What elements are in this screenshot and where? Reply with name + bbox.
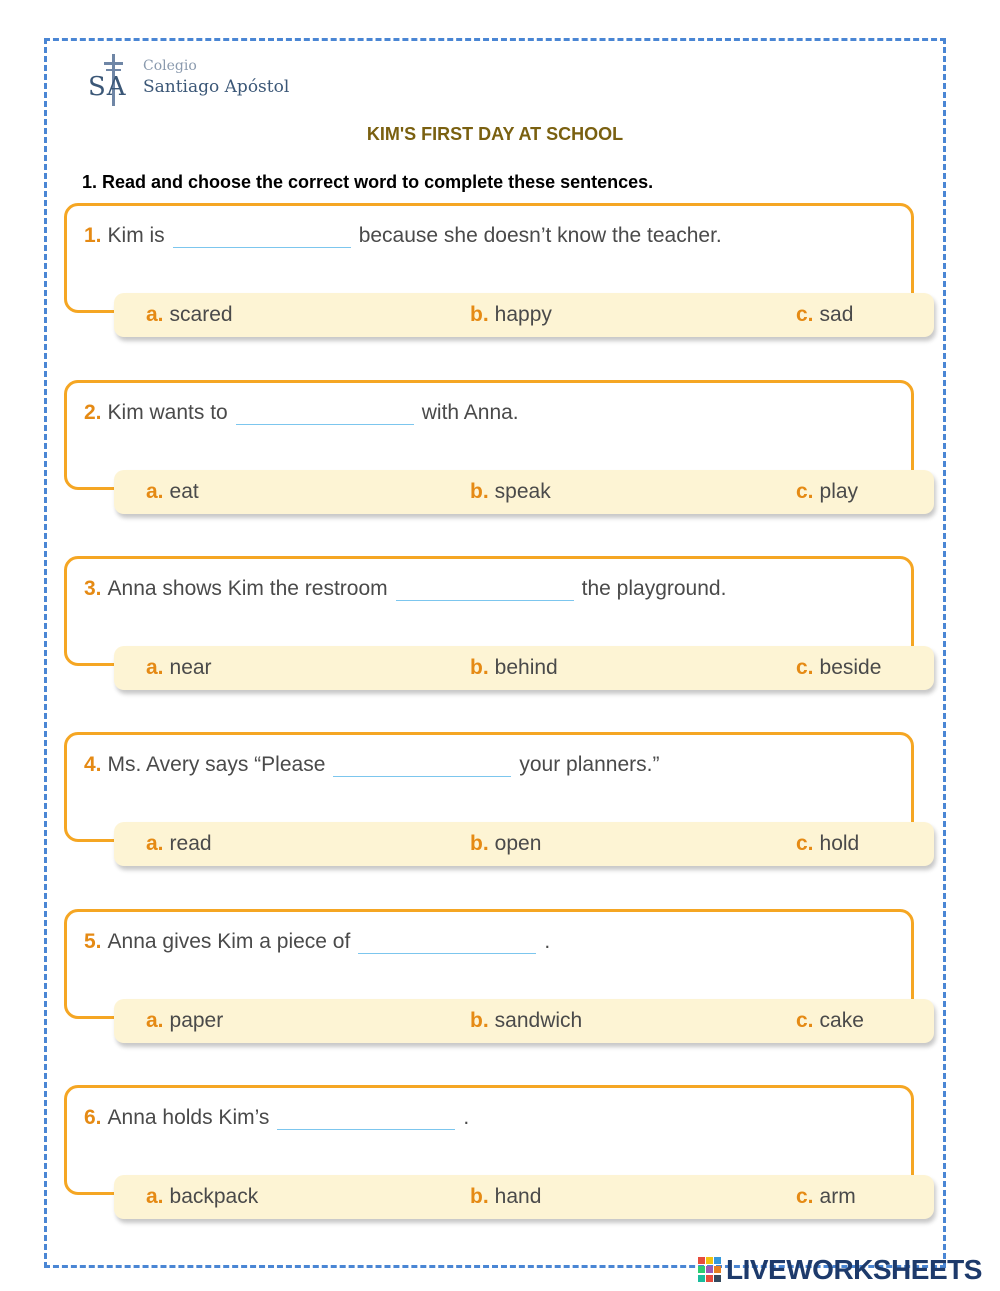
option-letter: a.: [146, 656, 164, 679]
question-text-before: Anna shows Kim the restroom: [107, 577, 388, 600]
options-bar: [114, 999, 934, 1043]
answer-blank[interactable]: [173, 225, 351, 248]
option-word: happy: [494, 303, 552, 326]
question-text-after: the playground.: [581, 577, 727, 600]
answer-blank[interactable]: [396, 578, 574, 601]
question-4: [64, 732, 940, 872]
option-c[interactable]: [796, 656, 881, 680]
question-text-after: your planners.”: [519, 753, 660, 776]
option-word: open: [494, 832, 542, 855]
option-a[interactable]: [146, 1009, 223, 1033]
option-word: sad: [819, 303, 854, 326]
question-text-after: because she doesn’t know the teacher.: [358, 224, 722, 247]
answer-blank[interactable]: [277, 1107, 455, 1130]
question-text: [84, 224, 722, 248]
option-letter: c.: [796, 1185, 814, 1208]
logo-mark: [88, 52, 140, 108]
option-letter: c.: [796, 480, 814, 503]
question-text-after: with Anna.: [421, 401, 519, 424]
footer-brand: [698, 1254, 982, 1286]
option-b[interactable]: [470, 480, 551, 504]
option-word: paper: [169, 1009, 224, 1032]
option-a[interactable]: [146, 480, 199, 504]
options-bar: [114, 470, 934, 514]
question-text: [84, 753, 659, 777]
option-b[interactable]: [470, 1009, 582, 1033]
option-word: hand: [494, 1185, 542, 1208]
question-number: 4.: [84, 753, 102, 776]
option-letter: b.: [470, 480, 489, 503]
option-c[interactable]: [796, 832, 859, 856]
question-text-after: .: [544, 930, 551, 953]
option-word: eat: [169, 480, 199, 503]
option-word: play: [819, 480, 859, 503]
option-b[interactable]: [470, 303, 552, 327]
question-5: [64, 909, 940, 1049]
question-number: 6.: [84, 1106, 102, 1129]
option-letter: c.: [796, 656, 814, 679]
worksheet-title: KIM'S FIRST DAY AT SCHOOL: [366, 124, 624, 144]
option-a[interactable]: [146, 656, 212, 680]
logo-school-small: Colegio: [143, 58, 197, 74]
option-b[interactable]: [470, 656, 558, 680]
option-c[interactable]: [796, 1009, 864, 1033]
question-2: [64, 380, 940, 520]
instruction: 1. Read and choose the correct word to complete these sentences.: [82, 172, 654, 192]
question-6: [64, 1085, 940, 1225]
option-word: hold: [819, 832, 860, 855]
options-bar: [114, 646, 934, 690]
option-letter: c.: [796, 832, 814, 855]
option-b[interactable]: [470, 832, 541, 856]
option-word: arm: [819, 1185, 856, 1208]
option-letter: a.: [146, 480, 164, 503]
question-text-before: Kim wants to: [107, 401, 228, 424]
option-word: near: [169, 656, 212, 679]
option-word: behind: [494, 656, 558, 679]
option-c[interactable]: [796, 1185, 856, 1209]
question-text: [84, 401, 519, 425]
question-text: [84, 930, 550, 954]
question-1: [64, 203, 940, 343]
question-text-before: Ms. Avery says “Please: [107, 753, 326, 776]
option-word: scared: [169, 303, 233, 326]
option-word: cake: [819, 1009, 864, 1032]
question-3: [64, 556, 940, 696]
option-word: sandwich: [494, 1009, 583, 1032]
options-bar: [114, 1175, 934, 1219]
option-letter: b.: [470, 1009, 489, 1032]
option-letter: b.: [470, 656, 489, 679]
question-text-before: Anna holds Kim’s: [107, 1106, 270, 1129]
question-number: 2.: [84, 401, 102, 424]
question-text-after: .: [463, 1106, 470, 1129]
question-text-before: Kim is: [107, 224, 165, 247]
option-c[interactable]: [796, 303, 853, 327]
options-bar: [114, 822, 934, 866]
question-text-before: Anna gives Kim a piece of: [107, 930, 351, 953]
question-text: [84, 577, 726, 601]
option-word: backpack: [169, 1185, 259, 1208]
option-word: speak: [494, 480, 551, 503]
options-bar: [114, 293, 934, 337]
option-a[interactable]: [146, 1185, 258, 1209]
option-letter: a.: [146, 832, 164, 855]
footer-brand-text: LIVEWORKSHEETS: [726, 1254, 982, 1285]
option-letter: b.: [470, 303, 489, 326]
answer-blank[interactable]: [333, 754, 511, 777]
question-number: 5.: [84, 930, 102, 953]
option-word: read: [169, 832, 212, 855]
option-b[interactable]: [470, 1185, 541, 1209]
question-text: [84, 1106, 469, 1130]
question-number: 3.: [84, 577, 102, 600]
option-letter: a.: [146, 1009, 164, 1032]
option-c[interactable]: [796, 480, 858, 504]
option-a[interactable]: [146, 303, 233, 327]
answer-blank[interactable]: [236, 402, 414, 425]
question-number: 1.: [84, 224, 102, 247]
option-word: beside: [819, 656, 882, 679]
option-letter: c.: [796, 303, 814, 326]
option-letter: b.: [470, 1185, 489, 1208]
logo-letters: SA: [88, 72, 127, 102]
answer-blank[interactable]: [358, 931, 536, 954]
option-letter: b.: [470, 832, 489, 855]
liveworksheets-logo-icon: [698, 1257, 722, 1283]
option-a[interactable]: [146, 832, 212, 856]
school-logo: [88, 52, 308, 112]
logo-school-name: Santiago Apóstol: [143, 77, 290, 97]
option-letter: a.: [146, 1185, 164, 1208]
option-letter: c.: [796, 1009, 814, 1032]
option-letter: a.: [146, 303, 164, 326]
